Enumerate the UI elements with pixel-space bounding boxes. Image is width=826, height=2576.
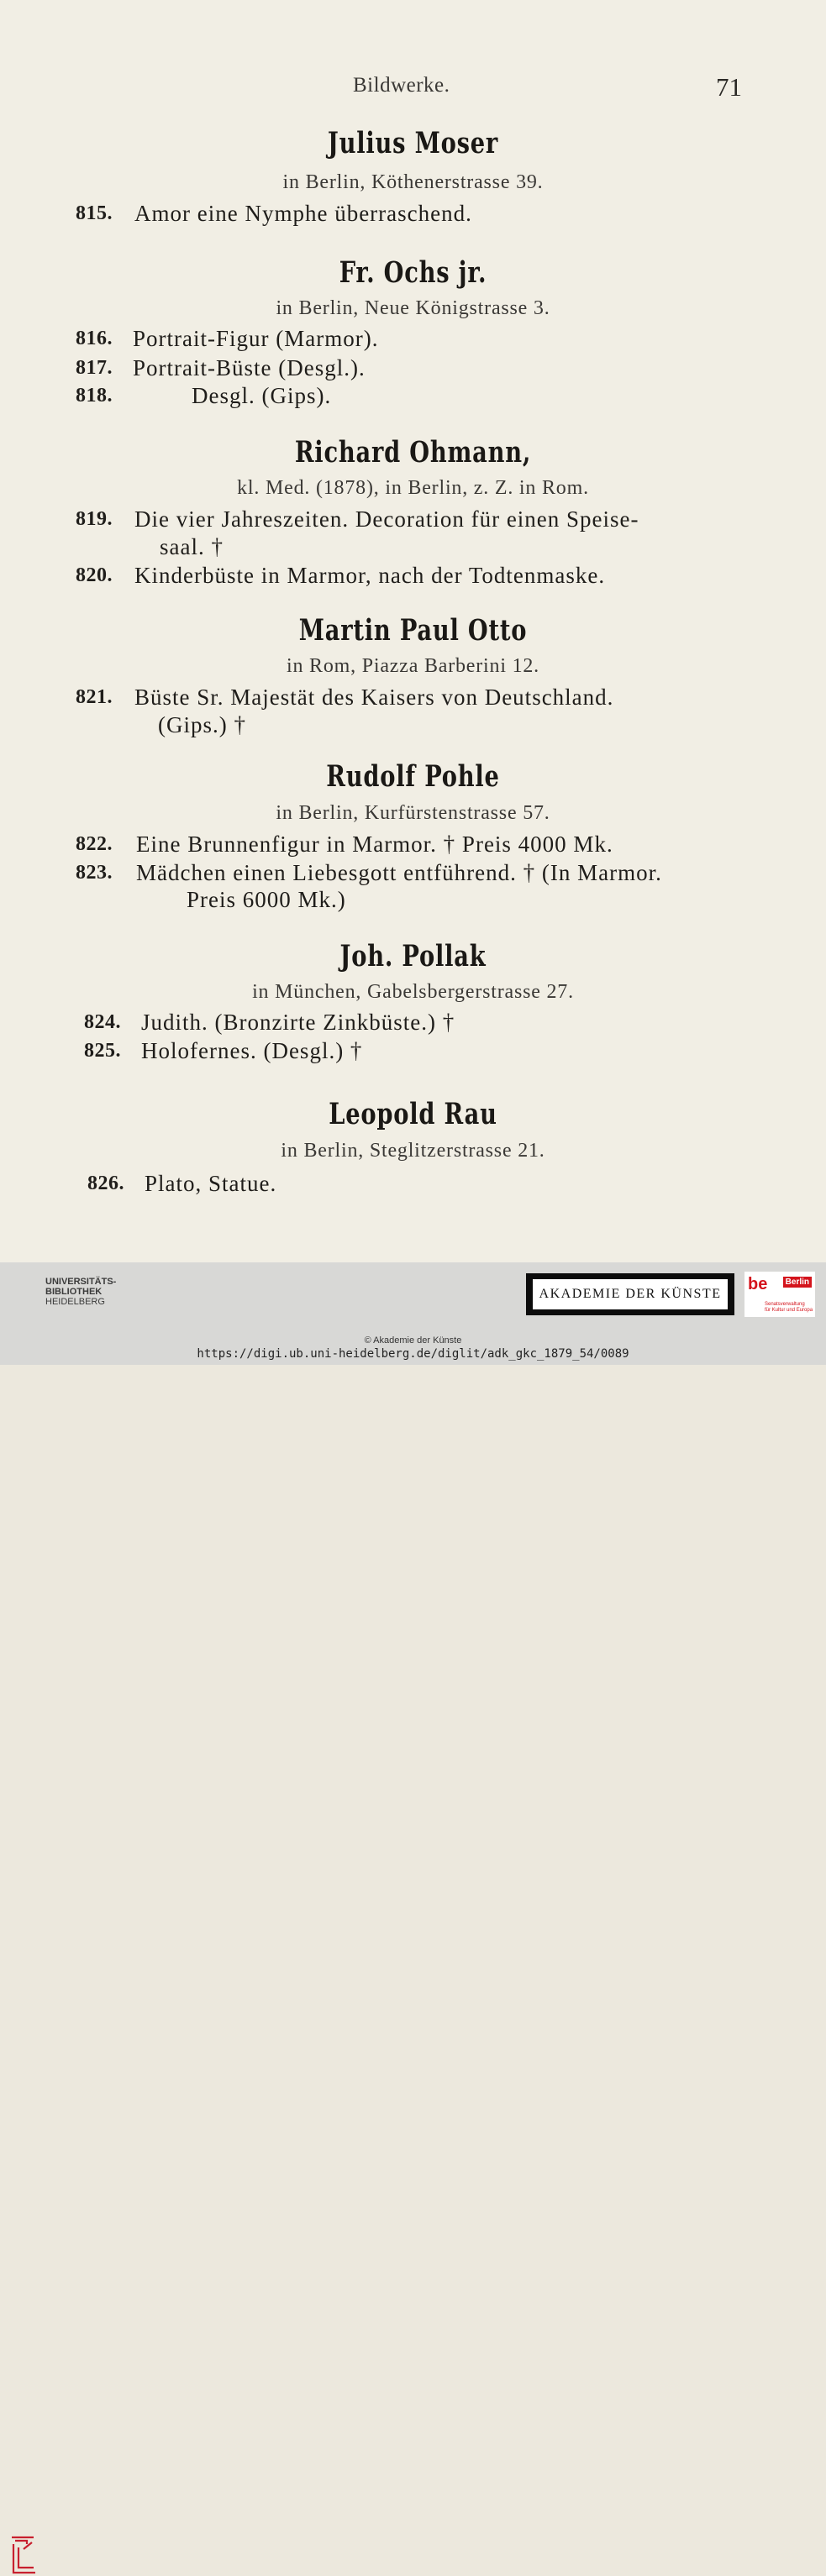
catalogue-number: 818.	[76, 385, 113, 407]
catalogue-number: 825.	[84, 1040, 121, 1062]
berlin-senate-logo[interactable]	[744, 1272, 815, 1317]
university-label-line: BIBLIOTHEK	[45, 1287, 103, 1297]
university-label-line: HEIDELBERG	[45, 1297, 105, 1307]
work-title: Desgl. (Gips).	[192, 383, 332, 408]
artist-address: in Berlin, Steglitzerstrasse 21.	[281, 1140, 545, 1162]
catalogue-number: 816.	[76, 328, 113, 349]
catalogue-number: 819.	[76, 508, 113, 530]
work-title: Die vier Jahreszeiten. Decoration für einen Speise-	[134, 506, 639, 532]
artist-heading: Richard Ohmann,	[294, 435, 532, 470]
berlin-subtitle-line: Senatsverwaltung	[765, 1302, 805, 1307]
artist-heading: Rudolf Pohle	[326, 759, 500, 794]
work-title-continued: saal. †	[160, 534, 224, 559]
work-title: Portrait-Büste (Desgl.).	[133, 355, 366, 380]
work-title: Büste Sr. Majestät des Kaisers von Deutschland.	[134, 685, 614, 710]
catalogue-number: 820.	[76, 564, 113, 586]
artist-address: in Berlin, Kurfürstenstrasse 57.	[276, 802, 550, 824]
artist-heading: Julius Moser	[327, 126, 499, 160]
akademie-logo-text: AKADEMIE DER KÜNSTE	[533, 1279, 728, 1309]
work-title: Portrait-Figur (Marmor).	[133, 326, 379, 351]
work-title: Holofernes. (Desgl.) †	[141, 1038, 363, 1063]
catalogue-number: 824.	[84, 1011, 121, 1033]
catalogue-number: 822.	[76, 833, 113, 855]
work-title-continued: Preis 6000 Mk.)	[187, 887, 346, 912]
artist-heading: Martin Paul Otto	[298, 613, 528, 648]
berlin-logo-text: be	[748, 1275, 768, 1293]
source-url-link[interactable]: https://digi.ub.uni-heidelberg.de/diglit/adk_gkc_1879_54/0089	[197, 1347, 629, 1361]
work-title: Eine Brunnenfigur in Marmor. † Preis 4000 Mk.	[136, 832, 613, 857]
artist-address: in Rom, Piazza Barberini 12.	[286, 655, 539, 677]
work-title: Mädchen einen Liebesgott entführend. † (In Marmor.	[136, 860, 662, 885]
akademie-der-kuenste-logo[interactable]	[526, 1273, 734, 1315]
work-title: Judith. (Bronzirte Zinkbüste.) †	[141, 1010, 455, 1035]
work-title: Amor eine Nymphe überraschend.	[134, 201, 472, 226]
artist-heading: Joh. Pollak	[339, 939, 487, 973]
artist-address: in Berlin, Neue Königstrasse 3.	[276, 297, 550, 319]
catalogue-number: 823.	[76, 862, 113, 884]
work-title: Plato, Statue.	[145, 1171, 277, 1196]
running-head: Bildwerke.	[353, 74, 450, 97]
catalogue-number: 826.	[87, 1173, 124, 1194]
berlin-logo-subtitle	[765, 1302, 813, 1314]
berlin-logo-tag: Berlin	[783, 1277, 812, 1288]
artist-heading: Leopold Rau	[329, 1097, 497, 1131]
page-number: 71	[716, 72, 742, 102]
catalogue-number: 815.	[76, 202, 113, 224]
artist-address: in München, Gabelsbergerstrasse 27.	[252, 981, 574, 1003]
work-title-continued: (Gips.) †	[158, 712, 246, 737]
university-label-line: UNIVERSITÄTS-	[45, 1277, 117, 1287]
university-library-logo-icon[interactable]	[8, 2532, 39, 2576]
catalogue-number: 817.	[76, 357, 113, 379]
artist-address: kl. Med. (1878), in Berlin, z. Z. in Rom.	[237, 477, 589, 499]
work-title: Kinderbüste in Marmor, nach der Todtenmaske.	[134, 563, 606, 588]
berlin-subtitle-line: für Kultur und Europa	[765, 1308, 813, 1313]
catalogue-number: 821.	[76, 686, 113, 708]
artist-address: in Berlin, Köthenerstrasse 39.	[282, 171, 544, 193]
artist-heading: Fr. Ochs jr.	[339, 255, 487, 290]
book-page	[0, 0, 826, 1262]
university-library-label[interactable]	[45, 1277, 116, 1307]
copyright-notice: © Akademie der Künste	[364, 1335, 462, 1346]
